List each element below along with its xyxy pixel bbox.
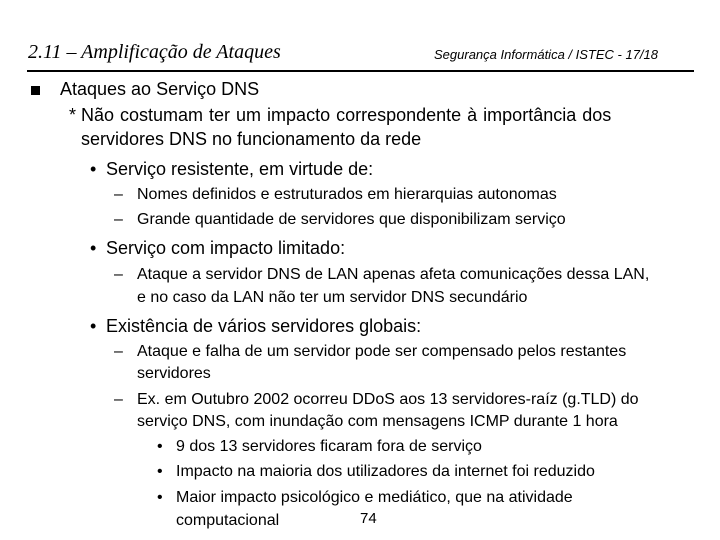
sub-item-lan-line2: e no caso da LAN não ter um servidor DNS secundário: [137, 289, 528, 306]
asterisk-marker: *: [69, 105, 77, 125]
detail-impact-reduced: Impacto na maioria dos utilizadores da internet foi reduzido: [176, 463, 595, 480]
sub-item-failure-line2: servidores: [137, 365, 211, 382]
square-bullet-icon: [31, 86, 40, 95]
dash-icon: –: [114, 266, 123, 283]
level2-text-line2: servidores DNS no funcionamento da rede: [81, 129, 422, 149]
bullet-global-servers: Existência de vários servidores globais:: [106, 316, 422, 336]
detail-psych-impact-line2: computacional: [176, 512, 280, 529]
slide-title: 2.11 – Amplificação de Ataques: [28, 41, 281, 63]
sub-item-failure-line1: Ataque e falha de um servidor pode ser compensado pelos restantes: [137, 343, 627, 360]
detail-psych-impact-line1: Maior impacto psicológico e mediático, que na atividade: [176, 489, 573, 506]
dash-icon: –: [114, 391, 123, 408]
small-bullet-icon: •: [157, 438, 163, 455]
header-divider: [27, 70, 694, 72]
bullet-icon: •: [90, 159, 97, 179]
dash-icon: –: [114, 211, 123, 228]
page-number: 74: [360, 510, 377, 527]
detail-servers-down: 9 dos 13 servidores ficaram fora de serviço: [176, 438, 482, 455]
sub-item-names: Nomes definidos e estruturados em hierarquias autonomas: [137, 186, 557, 203]
level2-text-line1: Não costumam ter um impacto correspondente à importância dos: [81, 105, 612, 125]
course-header: Segurança Informática / ISTEC - 17/18: [434, 47, 658, 62]
level1-heading: Ataques ao Serviço DNS: [60, 79, 260, 99]
sub-item-lan-line1: Ataque a servidor DNS de LAN apenas afeta comunicações dessa LAN,: [137, 266, 650, 283]
sub-item-ddos-line2: serviço DNS, com inundação com mensagens ICMP durante 1 hora: [137, 413, 618, 430]
bullet-icon: •: [90, 316, 97, 336]
dash-icon: –: [114, 343, 123, 360]
small-bullet-icon: •: [157, 463, 163, 480]
sub-item-servers: Grande quantidade de servidores que disponibilizam serviço: [137, 211, 566, 228]
bullet-icon: •: [90, 238, 97, 258]
bullet-resistant: Serviço resistente, em virtude de:: [106, 159, 374, 179]
sub-item-ddos-line1: Ex. em Outubro 2002 ocorreu DDoS aos 13 servidores-raíz (g.TLD) do: [137, 391, 639, 408]
bullet-limited-impact: Serviço com impacto limitado:: [106, 238, 346, 258]
small-bullet-icon: •: [157, 489, 163, 506]
dash-icon: –: [114, 186, 123, 203]
